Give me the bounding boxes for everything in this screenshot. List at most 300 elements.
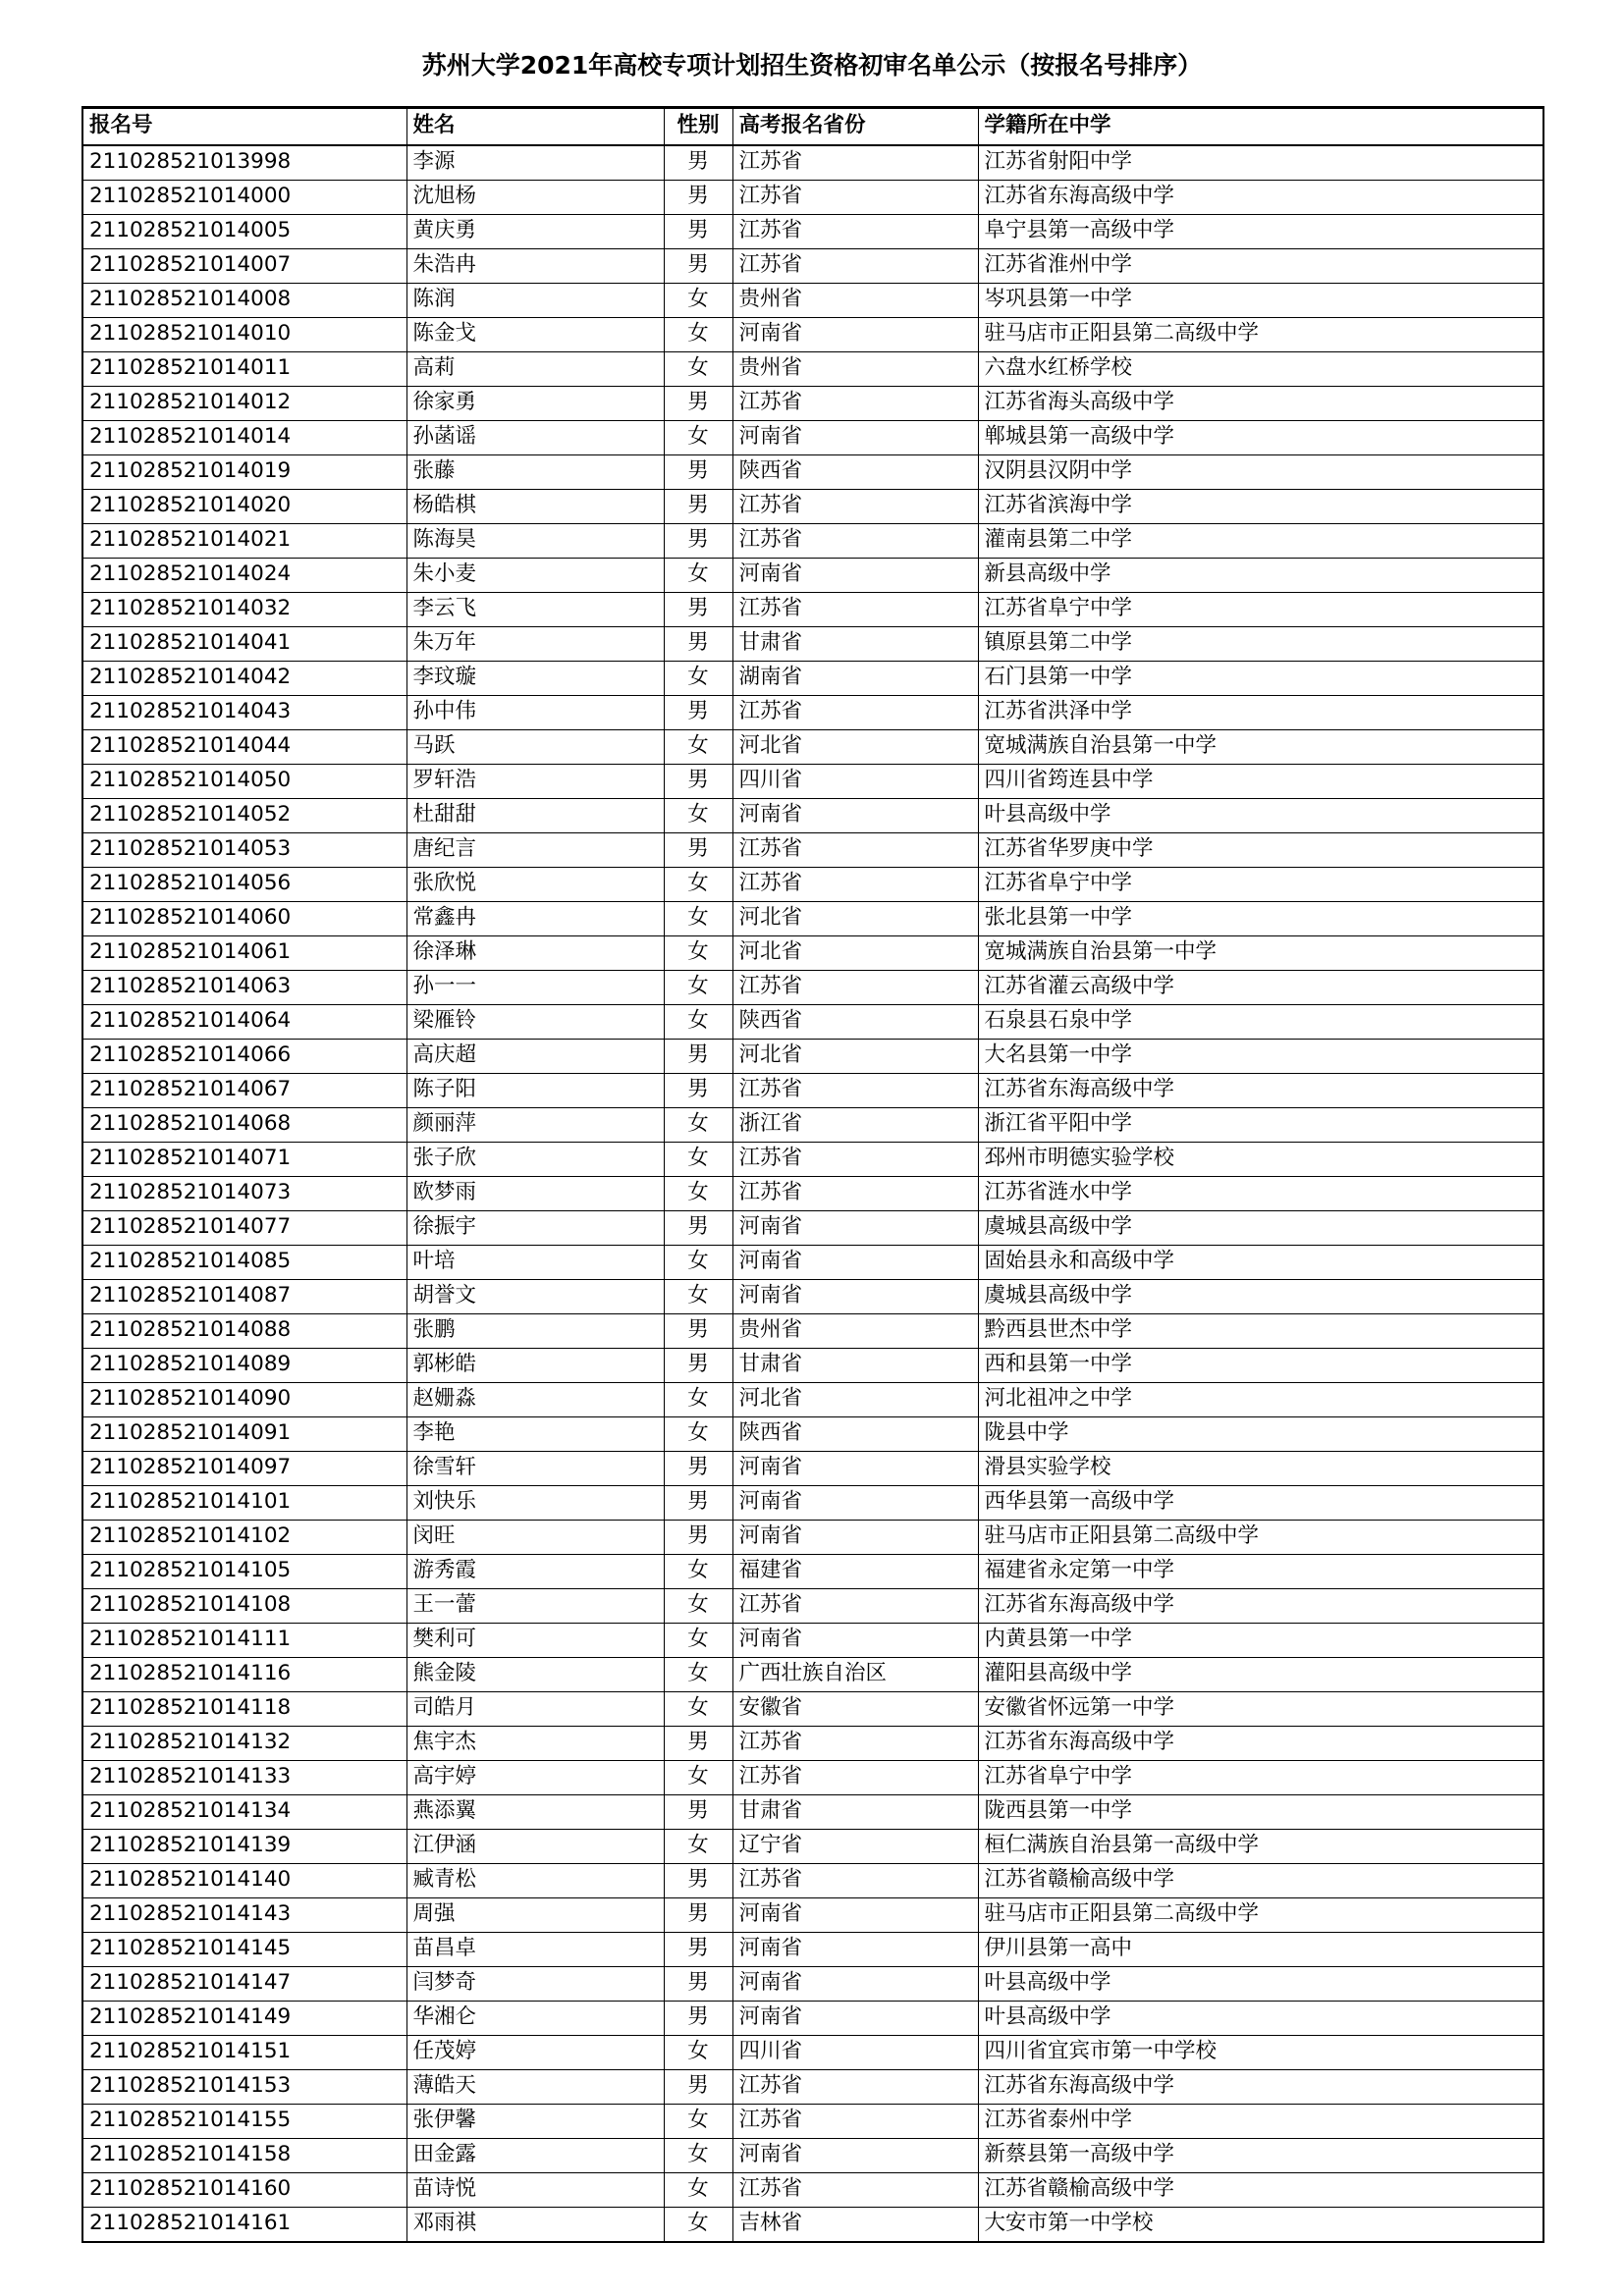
cell-student-name: 张伊馨 xyxy=(406,2105,664,2139)
cell-registration-number: 211028521014087 xyxy=(82,1280,406,1314)
cell-exam-province: 四川省 xyxy=(732,2036,978,2070)
cell-student-name: 李艳 xyxy=(406,1417,664,1452)
cell-registration-number: 211028521014041 xyxy=(82,627,406,662)
cell-exam-province: 甘肃省 xyxy=(732,1795,978,1830)
cell-gender: 男 xyxy=(664,1040,732,1074)
cell-registration-number: 211028521014032 xyxy=(82,593,406,627)
cell-student-name: 李云飞 xyxy=(406,593,664,627)
cell-school: 江苏省华罗庚中学 xyxy=(978,833,1543,868)
cell-student-name: 徐家勇 xyxy=(406,387,664,421)
cell-registration-number: 211028521014102 xyxy=(82,1521,406,1555)
cell-student-name: 邓雨祺 xyxy=(406,2208,664,2243)
cell-gender: 女 xyxy=(664,868,732,902)
cell-school: 虞城县高级中学 xyxy=(978,1211,1543,1246)
cell-exam-province: 贵州省 xyxy=(732,284,978,318)
cell-exam-province: 江苏省 xyxy=(732,490,978,524)
table-row xyxy=(82,1727,1543,1761)
table-row xyxy=(82,1143,1543,1177)
cell-exam-province: 陕西省 xyxy=(732,1417,978,1452)
cell-student-name: 陈金戈 xyxy=(406,318,664,352)
table-row xyxy=(82,421,1543,455)
cell-gender: 男 xyxy=(664,490,732,524)
cell-student-name: 朱万年 xyxy=(406,627,664,662)
cell-registration-number: 211028521014161 xyxy=(82,2208,406,2243)
cell-registration-number: 211028521014149 xyxy=(82,2002,406,2036)
cell-registration-number: 211028521014021 xyxy=(82,524,406,559)
cell-gender: 男 xyxy=(664,1452,732,1486)
cell-exam-province: 河北省 xyxy=(732,936,978,971)
cell-exam-province: 河南省 xyxy=(732,2139,978,2173)
table-row xyxy=(82,318,1543,352)
cell-school: 石泉县石泉中学 xyxy=(978,1005,1543,1040)
cell-gender: 女 xyxy=(664,1658,732,1692)
cell-school: 内黄县第一中学 xyxy=(978,1624,1543,1658)
cell-school: 江苏省阜宁中学 xyxy=(978,868,1543,902)
cell-exam-province: 江苏省 xyxy=(732,593,978,627)
cell-exam-province: 贵州省 xyxy=(732,352,978,387)
cell-school: 江苏省滨海中学 xyxy=(978,490,1543,524)
cell-student-name: 周强 xyxy=(406,1898,664,1933)
cell-gender: 女 xyxy=(664,1761,732,1795)
table-row xyxy=(82,765,1543,799)
cell-school: 汉阴县汉阴中学 xyxy=(978,455,1543,490)
cell-school: 福建省永定第一中学 xyxy=(978,1555,1543,1589)
cell-student-name: 张藤 xyxy=(406,455,664,490)
table-row xyxy=(82,1589,1543,1624)
cell-student-name: 任茂婷 xyxy=(406,2036,664,2070)
cell-exam-province: 江苏省 xyxy=(732,181,978,215)
cell-registration-number: 211028521014020 xyxy=(82,490,406,524)
cell-registration-number: 211028521014153 xyxy=(82,2070,406,2105)
cell-school: 西和县第一中学 xyxy=(978,1349,1543,1383)
cell-school: 江苏省射阳中学 xyxy=(978,145,1543,181)
cell-student-name: 苗昌卓 xyxy=(406,1933,664,1967)
cell-gender: 女 xyxy=(664,1246,732,1280)
cell-school: 虞城县高级中学 xyxy=(978,1280,1543,1314)
cell-registration-number: 211028521014097 xyxy=(82,1452,406,1486)
table-row xyxy=(82,387,1543,421)
cell-registration-number: 211028521014052 xyxy=(82,799,406,833)
cell-student-name: 熊金陵 xyxy=(406,1658,664,1692)
cell-exam-province: 江苏省 xyxy=(732,215,978,249)
cell-registration-number: 211028521014088 xyxy=(82,1314,406,1349)
cell-school: 大安市第一中学校 xyxy=(978,2208,1543,2243)
cell-registration-number: 211028521014012 xyxy=(82,387,406,421)
cell-gender: 男 xyxy=(664,181,732,215)
cell-exam-province: 江苏省 xyxy=(732,971,978,1005)
cell-exam-province: 湖南省 xyxy=(732,662,978,696)
cell-exam-province: 江苏省 xyxy=(732,524,978,559)
cell-student-name: 欧梦雨 xyxy=(406,1177,664,1211)
cell-exam-province: 河南省 xyxy=(732,1933,978,1967)
cell-gender: 男 xyxy=(664,1864,732,1898)
cell-school: 灌南县第二中学 xyxy=(978,524,1543,559)
cell-registration-number: 211028521014060 xyxy=(82,902,406,936)
cell-exam-province: 广西壮族自治区 xyxy=(732,1658,978,1692)
cell-student-name: 杨皓棋 xyxy=(406,490,664,524)
cell-school: 江苏省灌云高级中学 xyxy=(978,971,1543,1005)
table-row xyxy=(82,2105,1543,2139)
cell-exam-province: 甘肃省 xyxy=(732,1349,978,1383)
cell-registration-number: 211028521014005 xyxy=(82,215,406,249)
roster-table xyxy=(81,106,1544,2243)
table-row xyxy=(82,1864,1543,1898)
cell-registration-number: 211028521014007 xyxy=(82,249,406,284)
cell-school: 桓仁满族自治县第一高级中学 xyxy=(978,1830,1543,1864)
cell-student-name: 陈润 xyxy=(406,284,664,318)
cell-gender: 男 xyxy=(664,2070,732,2105)
column-header-school: 学籍所在中学 xyxy=(978,108,1543,146)
cell-gender: 男 xyxy=(664,1967,732,2002)
cell-exam-province: 江苏省 xyxy=(732,1143,978,1177)
cell-registration-number: 211028521014089 xyxy=(82,1349,406,1383)
cell-gender: 男 xyxy=(664,1486,732,1521)
cell-gender: 女 xyxy=(664,1624,732,1658)
table-row xyxy=(82,971,1543,1005)
cell-registration-number: 211028521014133 xyxy=(82,1761,406,1795)
cell-student-name: 陈子阳 xyxy=(406,1074,664,1108)
cell-gender: 男 xyxy=(664,215,732,249)
table-row xyxy=(82,662,1543,696)
table-row xyxy=(82,524,1543,559)
cell-student-name: 罗轩浩 xyxy=(406,765,664,799)
cell-student-name: 马跃 xyxy=(406,730,664,765)
cell-student-name: 唐纪言 xyxy=(406,833,664,868)
cell-gender: 男 xyxy=(664,696,732,730)
cell-gender: 女 xyxy=(664,559,732,593)
cell-exam-province: 河南省 xyxy=(732,799,978,833)
cell-exam-province: 辽宁省 xyxy=(732,1830,978,1864)
cell-registration-number: 211028521014147 xyxy=(82,1967,406,2002)
cell-student-name: 田金露 xyxy=(406,2139,664,2173)
cell-exam-province: 河北省 xyxy=(732,1383,978,1417)
cell-gender: 女 xyxy=(664,971,732,1005)
cell-student-name: 叶培 xyxy=(406,1246,664,1280)
cell-school: 邳州市明德实验学校 xyxy=(978,1143,1543,1177)
table-row xyxy=(82,1314,1543,1349)
cell-school: 黔西县世杰中学 xyxy=(978,1314,1543,1349)
cell-gender: 女 xyxy=(664,1280,732,1314)
cell-registration-number: 211028521014011 xyxy=(82,352,406,387)
cell-school: 浙江省平阳中学 xyxy=(978,1108,1543,1143)
cell-student-name: 臧青松 xyxy=(406,1864,664,1898)
cell-gender: 男 xyxy=(664,145,732,181)
cell-registration-number: 211028521014066 xyxy=(82,1040,406,1074)
cell-registration-number: 211028521014118 xyxy=(82,1692,406,1727)
cell-registration-number: 211028521014160 xyxy=(82,2173,406,2208)
cell-school: 叶县高级中学 xyxy=(978,1967,1543,2002)
table-row xyxy=(82,284,1543,318)
cell-school: 固始县永和高级中学 xyxy=(978,1246,1543,1280)
cell-exam-province: 安徽省 xyxy=(732,1692,978,1727)
table-row xyxy=(82,1417,1543,1452)
cell-school: 驻马店市正阳县第二高级中学 xyxy=(978,1898,1543,1933)
cell-student-name: 游秀霞 xyxy=(406,1555,664,1589)
cell-student-name: 黄庆勇 xyxy=(406,215,664,249)
cell-exam-province: 河南省 xyxy=(732,1246,978,1280)
cell-registration-number: 211028521014043 xyxy=(82,696,406,730)
cell-gender: 男 xyxy=(664,1314,732,1349)
cell-exam-province: 甘肃省 xyxy=(732,627,978,662)
cell-school: 滑县实验学校 xyxy=(978,1452,1543,1486)
table-row xyxy=(82,1933,1543,1967)
column-header-name: 姓名 xyxy=(406,108,664,146)
cell-exam-province: 河北省 xyxy=(732,902,978,936)
cell-gender: 男 xyxy=(664,387,732,421)
cell-registration-number: 211028521014134 xyxy=(82,1795,406,1830)
table-row xyxy=(82,2070,1543,2105)
cell-school: 叶县高级中学 xyxy=(978,799,1543,833)
cell-gender: 女 xyxy=(664,352,732,387)
cell-school: 大名县第一中学 xyxy=(978,1040,1543,1074)
table-row xyxy=(82,455,1543,490)
cell-registration-number: 211028521014091 xyxy=(82,1417,406,1452)
cell-school: 宽城满族自治县第一中学 xyxy=(978,936,1543,971)
table-row xyxy=(82,1555,1543,1589)
table-row xyxy=(82,902,1543,936)
cell-registration-number: 211028521014139 xyxy=(82,1830,406,1864)
cell-registration-number: 211028521014064 xyxy=(82,1005,406,1040)
cell-student-name: 高莉 xyxy=(406,352,664,387)
table-row xyxy=(82,1452,1543,1486)
cell-exam-province: 陕西省 xyxy=(732,1005,978,1040)
cell-gender: 男 xyxy=(664,455,732,490)
table-row xyxy=(82,1074,1543,1108)
cell-school: 江苏省赣榆高级中学 xyxy=(978,2173,1543,2208)
cell-gender: 女 xyxy=(664,284,732,318)
table-row xyxy=(82,1005,1543,1040)
cell-gender: 女 xyxy=(664,799,732,833)
table-row xyxy=(82,1830,1543,1864)
cell-gender: 男 xyxy=(664,1074,732,1108)
cell-student-name: 薄皓天 xyxy=(406,2070,664,2105)
cell-student-name: 高庆超 xyxy=(406,1040,664,1074)
column-header-province: 高考报名省份 xyxy=(732,108,978,146)
table-row xyxy=(82,627,1543,662)
cell-exam-province: 陕西省 xyxy=(732,455,978,490)
table-row xyxy=(82,1761,1543,1795)
cell-exam-province: 江苏省 xyxy=(732,1074,978,1108)
cell-exam-province: 河南省 xyxy=(732,1486,978,1521)
cell-registration-number: 211028521014056 xyxy=(82,868,406,902)
cell-school: 石门县第一中学 xyxy=(978,662,1543,696)
cell-student-name: 胡誉文 xyxy=(406,1280,664,1314)
table-row xyxy=(82,181,1543,215)
table-row xyxy=(82,833,1543,868)
table-body xyxy=(82,145,1543,2242)
cell-student-name: 闵旺 xyxy=(406,1521,664,1555)
cell-gender: 女 xyxy=(664,1555,732,1589)
cell-exam-province: 吉林省 xyxy=(732,2208,978,2243)
cell-gender: 女 xyxy=(664,2139,732,2173)
cell-student-name: 王一蕾 xyxy=(406,1589,664,1624)
cell-gender: 女 xyxy=(664,662,732,696)
cell-gender: 男 xyxy=(664,1933,732,1967)
cell-gender: 女 xyxy=(664,421,732,455)
cell-exam-province: 河南省 xyxy=(732,1521,978,1555)
cell-student-name: 李源 xyxy=(406,145,664,181)
cell-school: 江苏省海头高级中学 xyxy=(978,387,1543,421)
cell-school: 四川省筠连县中学 xyxy=(978,765,1543,799)
column-header-sex: 性别 xyxy=(664,108,732,146)
cell-gender: 女 xyxy=(664,1108,732,1143)
cell-registration-number: 211028521014143 xyxy=(82,1898,406,1933)
table-row xyxy=(82,799,1543,833)
cell-registration-number: 211028521014024 xyxy=(82,559,406,593)
cell-exam-province: 江苏省 xyxy=(732,868,978,902)
table-row xyxy=(82,1383,1543,1417)
cell-school: 江苏省阜宁中学 xyxy=(978,1761,1543,1795)
cell-gender: 女 xyxy=(664,730,732,765)
cell-school: 陇西县第一中学 xyxy=(978,1795,1543,1830)
cell-exam-province: 江苏省 xyxy=(732,1177,978,1211)
cell-school: 伊川县第一高中 xyxy=(978,1933,1543,1967)
table-row xyxy=(82,1624,1543,1658)
table-header xyxy=(82,108,1543,146)
cell-registration-number: 211028521014044 xyxy=(82,730,406,765)
cell-exam-province: 河北省 xyxy=(732,730,978,765)
cell-school: 陇县中学 xyxy=(978,1417,1543,1452)
cell-exam-province: 河南省 xyxy=(732,421,978,455)
cell-registration-number: 211028521014000 xyxy=(82,181,406,215)
cell-gender: 女 xyxy=(664,1589,732,1624)
cell-school: 江苏省阜宁中学 xyxy=(978,593,1543,627)
cell-gender: 男 xyxy=(664,1727,732,1761)
cell-school: 驻马店市正阳县第二高级中学 xyxy=(978,1521,1543,1555)
cell-registration-number: 211028521014042 xyxy=(82,662,406,696)
cell-exam-province: 河南省 xyxy=(732,1967,978,2002)
cell-exam-province: 江苏省 xyxy=(732,2173,978,2208)
cell-student-name: 沈旭杨 xyxy=(406,181,664,215)
cell-gender: 男 xyxy=(664,1898,732,1933)
cell-student-name: 徐雪轩 xyxy=(406,1452,664,1486)
cell-student-name: 朱小麦 xyxy=(406,559,664,593)
cell-registration-number: 211028521014145 xyxy=(82,1933,406,1967)
table-row xyxy=(82,352,1543,387)
cell-gender: 男 xyxy=(664,1795,732,1830)
cell-exam-province: 江苏省 xyxy=(732,833,978,868)
cell-gender: 男 xyxy=(664,593,732,627)
cell-school: 江苏省泰州中学 xyxy=(978,2105,1543,2139)
cell-exam-province: 四川省 xyxy=(732,765,978,799)
cell-school: 江苏省东海高级中学 xyxy=(978,1589,1543,1624)
cell-school: 新县高级中学 xyxy=(978,559,1543,593)
cell-student-name: 高宇婷 xyxy=(406,1761,664,1795)
cell-exam-province: 江苏省 xyxy=(732,145,978,181)
cell-exam-province: 河南省 xyxy=(732,2002,978,2036)
table-row xyxy=(82,215,1543,249)
cell-student-name: 朱浩冉 xyxy=(406,249,664,284)
cell-registration-number: 211028521014053 xyxy=(82,833,406,868)
table-row xyxy=(82,1246,1543,1280)
cell-student-name: 杜甜甜 xyxy=(406,799,664,833)
cell-school: 西华县第一高级中学 xyxy=(978,1486,1543,1521)
cell-gender: 女 xyxy=(664,1143,732,1177)
cell-exam-province: 江苏省 xyxy=(732,1761,978,1795)
cell-registration-number: 211028521014063 xyxy=(82,971,406,1005)
cell-registration-number: 211028521014019 xyxy=(82,455,406,490)
cell-registration-number: 211028521014008 xyxy=(82,284,406,318)
cell-gender: 女 xyxy=(664,2105,732,2139)
table-row xyxy=(82,1521,1543,1555)
table-row xyxy=(82,2036,1543,2070)
cell-school: 张北县第一中学 xyxy=(978,902,1543,936)
cell-student-name: 张子欣 xyxy=(406,1143,664,1177)
cell-registration-number: 211028521014085 xyxy=(82,1246,406,1280)
cell-student-name: 徐振宇 xyxy=(406,1211,664,1246)
cell-school: 江苏省涟水中学 xyxy=(978,1177,1543,1211)
cell-gender: 男 xyxy=(664,524,732,559)
cell-student-name: 赵姗淼 xyxy=(406,1383,664,1417)
table-row xyxy=(82,1177,1543,1211)
cell-school: 江苏省东海高级中学 xyxy=(978,2070,1543,2105)
cell-gender: 男 xyxy=(664,1521,732,1555)
table-header-row xyxy=(82,108,1543,146)
cell-exam-province: 江苏省 xyxy=(732,1864,978,1898)
roster-table-container xyxy=(81,106,1543,2243)
cell-student-name: 张欣悦 xyxy=(406,868,664,902)
cell-student-name: 陈海昊 xyxy=(406,524,664,559)
cell-gender: 男 xyxy=(664,2002,732,2036)
cell-school: 郸城县第一高级中学 xyxy=(978,421,1543,455)
cell-registration-number: 211028521014067 xyxy=(82,1074,406,1108)
cell-student-name: 李玟璇 xyxy=(406,662,664,696)
cell-gender: 女 xyxy=(664,1417,732,1452)
cell-student-name: 颜丽萍 xyxy=(406,1108,664,1143)
table-row xyxy=(82,490,1543,524)
table-row xyxy=(82,1108,1543,1143)
cell-student-name: 孙一一 xyxy=(406,971,664,1005)
table-row xyxy=(82,1211,1543,1246)
cell-exam-province: 江苏省 xyxy=(732,696,978,730)
cell-student-name: 梁雁铃 xyxy=(406,1005,664,1040)
cell-exam-province: 江苏省 xyxy=(732,387,978,421)
table-row xyxy=(82,730,1543,765)
cell-student-name: 樊利可 xyxy=(406,1624,664,1658)
cell-registration-number: 211028521014108 xyxy=(82,1589,406,1624)
cell-exam-province: 河南省 xyxy=(732,1452,978,1486)
table-row xyxy=(82,2173,1543,2208)
cell-school: 河北祖冲之中学 xyxy=(978,1383,1543,1417)
table-row xyxy=(82,2139,1543,2173)
cell-school: 江苏省赣榆高级中学 xyxy=(978,1864,1543,1898)
table-row xyxy=(82,593,1543,627)
cell-gender: 女 xyxy=(664,318,732,352)
cell-exam-province: 河南省 xyxy=(732,1211,978,1246)
cell-gender: 女 xyxy=(664,2036,732,2070)
cell-school: 宽城满族自治县第一中学 xyxy=(978,730,1543,765)
cell-gender: 女 xyxy=(664,1692,732,1727)
cell-registration-number: 211028521014050 xyxy=(82,765,406,799)
table-row xyxy=(82,249,1543,284)
cell-registration-number: 211028521014155 xyxy=(82,2105,406,2139)
cell-school: 阜宁县第一高级中学 xyxy=(978,215,1543,249)
cell-student-name: 孙菡谣 xyxy=(406,421,664,455)
cell-registration-number: 211028521014132 xyxy=(82,1727,406,1761)
cell-gender: 男 xyxy=(664,627,732,662)
cell-gender: 女 xyxy=(664,902,732,936)
cell-student-name: 燕添翼 xyxy=(406,1795,664,1830)
cell-exam-province: 河南省 xyxy=(732,559,978,593)
cell-student-name: 常鑫冉 xyxy=(406,902,664,936)
cell-registration-number: 211028521014105 xyxy=(82,1555,406,1589)
cell-registration-number: 211028521014068 xyxy=(82,1108,406,1143)
table-row xyxy=(82,1349,1543,1383)
cell-exam-province: 江苏省 xyxy=(732,249,978,284)
cell-student-name: 闫梦奇 xyxy=(406,1967,664,2002)
cell-gender: 女 xyxy=(664,1830,732,1864)
cell-school: 灌阳县高级中学 xyxy=(978,1658,1543,1692)
